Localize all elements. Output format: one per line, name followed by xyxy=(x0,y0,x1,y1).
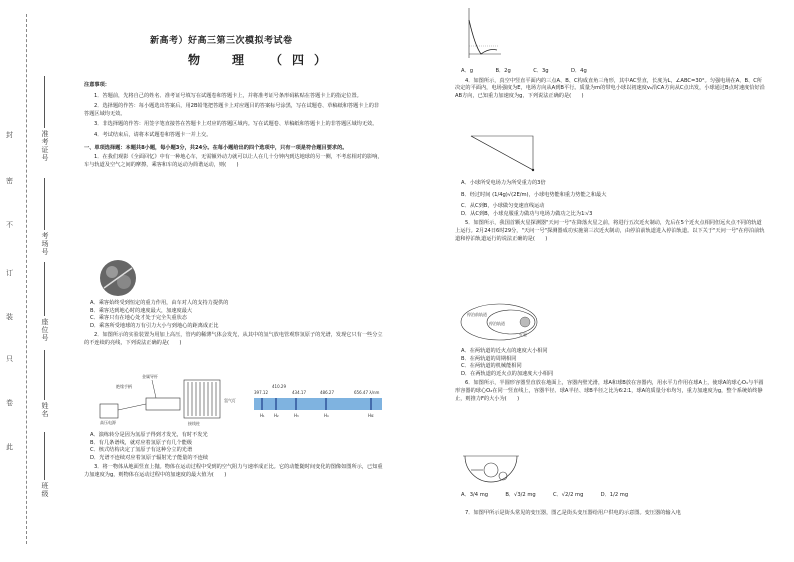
seal-char: 封 xyxy=(6,131,13,139)
q1-stem: 1．在我们观影《全面回忆》中有一种地心车，无需额外动力就可以让人在几十分钟内到达地球的另一侧，不考虑相对的影响，车与轨道及空气之间的摩擦，乘客和车的运动为简谐运动，则( ) xyxy=(84,154,383,168)
q5-label-mars: 火星 xyxy=(519,332,527,337)
note-item: 4．考试结束后，请将本试题卷和答题卡一并上交。 xyxy=(94,131,212,138)
q2-option-c: C．核式结构决定了氢原子有这种分立的光谱 xyxy=(90,447,193,454)
q4-option-c: C．从C到B，小球做匀变速直线运动 xyxy=(461,203,545,210)
q3-option-c: C．3g xyxy=(533,68,549,74)
note-item: 1．答题前，先将自己的姓名、准考证号填写在试题卷和答题卡上，并将准考证号条形码粘贴在答题卡上的指定位置。 xyxy=(94,92,362,99)
q1-option-b: B．乘客达到地心时的速度最大，加速度最大 xyxy=(90,307,193,314)
field-class: 班级 xyxy=(41,482,49,498)
exam-title: 新高考）好高三第三次模拟考试卷 xyxy=(150,36,293,46)
section-heading: 一、单项选择题：本题共8小题，每小题3分，共24分。在每小题给出的四个选项中，只有一项是符合题目要求的。 xyxy=(84,144,348,151)
field-seat-no: 座位号 xyxy=(41,318,49,342)
q2-wavelength: 434.17 xyxy=(292,390,306,395)
q5-label-orbit1: 停泊前轨道 xyxy=(467,312,487,317)
q6-stem: 6．如图所示，半圆形容器竖直放在地面上，容器内壁光滑，球A和球B放在容器内，用水平力作用在球A上，使球A的球心O₁与半圆形容器的球心O₂在同一竖直线上，容器半径、球A半径、球B半径之比为6∶2∶1，球A的质量分布均匀，重力加速度为g，整个系统始终静止，则推力F的大小为( ) xyxy=(455,380,764,402)
q4-option-d: D．从C到B，小球克服重力做功与电场力做功之比为1∶√3 xyxy=(461,210,593,217)
q3-kinetic-energy-graph xyxy=(463,6,503,62)
q5-option-b: B．在两轨道的周期相同 xyxy=(461,355,517,362)
q3-stem: 3．将一物体从地面竖直上抛。物体在运动过程中受到的空气阻力与速率成正比。它的动能随时间变化的图像如图所示，已知重力加速度为g，则物体在运动过程中的加速度的最大值为( ) xyxy=(84,464,383,478)
field-exam-no: 准考证号 xyxy=(41,130,49,162)
q2-option-d: D．光谱不连续对应着氢原子辐射光子能量的不连续 xyxy=(90,454,209,461)
seal-char: 订 xyxy=(6,269,13,277)
q5-label-orbit2: 停泊轨道 xyxy=(489,321,505,326)
seal-line xyxy=(26,14,27,544)
q4-option-a: A．小球所受电场力为所受重力的3倍 xyxy=(461,180,546,186)
q2-spectrum-figure xyxy=(96,370,386,426)
seal-char: 密 xyxy=(6,177,13,185)
seal-char: 不 xyxy=(6,221,13,229)
q5-orbit-figure xyxy=(459,300,541,344)
q1-option-a: A．乘客始终受到恒定的重力作用，由车对人的支持力提供的 xyxy=(90,300,229,306)
seal-char: 只 xyxy=(6,355,13,363)
notes-heading: 注意事项： xyxy=(84,82,110,88)
q2-h-label: H₂ xyxy=(274,413,279,418)
q5-option-a: A．在两轨道的近火点的速度大小相同 xyxy=(461,348,548,354)
q4-stem: 4．如图所示，真空中竖直平面内的三点A、B、C构成直角三角形，其中AC竖直，长度为L，∠ABC=30°。匀强电场在A、B、C所决定的平面内，电场强度为E，电场方向从A到B平行。质量为m的带电小球以初速度v₀沿CA方向从C点出发，小球通过B点时速度恰好沿AB方向，已知重力加速度为g，下列说法正确的是( ) xyxy=(455,77,765,99)
subject-title: 物 理 （四） xyxy=(188,53,337,67)
q2-h-label: H₁ xyxy=(260,413,265,418)
seal-char: 卷 xyxy=(6,399,13,407)
q6-option-d: D．1/2 mg xyxy=(600,492,629,498)
note-item: 3．非选择题的作答：用签字笔直接答在答题卡上对应的答题区域内。写在试题卷、草稿纸和答题卡上的非答题区域均无效。 xyxy=(94,121,378,128)
q6-option-a: A．3/4 mg xyxy=(461,492,489,498)
q2-h-label: H₄ xyxy=(324,413,329,418)
q2-h-label: H₃ xyxy=(294,413,299,418)
seal-char: 装 xyxy=(6,313,13,321)
q5-option-d: D．在两轨道的近火点的加速度大小相同 xyxy=(461,370,554,377)
note-item: 2．选择题的作答：每小题选出答案后，用2B铅笔把答题卡上对应题目的答案标号涂黑，写在试题卷、草稿纸和答题卡上的非答题区域均无效。 xyxy=(84,103,380,117)
q3-options-row xyxy=(455,68,765,76)
q4-triangle-figure xyxy=(463,130,543,176)
q2-wavelength: 656.47 λ/nm xyxy=(354,390,380,395)
binding-margin xyxy=(0,0,78,562)
q6-option-b: B．√3/2 mg xyxy=(505,492,536,498)
q2-option-a: A．演练转分是因为氢原子得到才发光，有时不发光 xyxy=(90,432,208,438)
q2-label-glass: 金属导杆 xyxy=(142,374,158,379)
field-exam-room: 考场号 xyxy=(41,232,49,256)
seal-char: 此 xyxy=(6,443,13,451)
q3-option-b: B．2g xyxy=(495,68,511,74)
q1-option-d: D．乘客所受地球的万有引力大小与到地心的距离成正比 xyxy=(90,322,219,329)
q1-earth-figure xyxy=(98,258,138,298)
q6-options-row xyxy=(455,492,765,500)
q2-wavelength: 397.12 xyxy=(254,390,268,395)
q3-option-a: A．g xyxy=(461,68,474,74)
q1-option-c: C．乘客只有在地心处才处于完全失重状态 xyxy=(90,315,187,322)
q2-h-label: Hα xyxy=(368,413,374,418)
q5-stem: 5．如图所示，我国首颗火星探测器"天问一号"在降落火星之前，将进行五次近火制动，先后在5个近火点相同但远火点不同的轨道上运行。2月24日6时29分，"天问一号"探测器成功实施第三次近火制动，由停泊前轨道进入停泊轨道。以下关于"天问一号"在停泊前轨道和停泊轨道运行的说法正确的是( ) xyxy=(455,220,765,242)
q2-label-ruler: 接线柱 xyxy=(188,421,200,426)
q2-label-hand: 绝缘手柄 xyxy=(116,384,132,389)
q6-container-figure xyxy=(461,452,521,488)
q2-stem: 2．如图所示的实验装置为用加上高压，管内的稀薄气体会发光，从其中的氢气放电管观察氢原子的光谱，发现它只有一些分立的不连续的亮线，下列说法正确的是( ) xyxy=(84,332,383,346)
q6-option-c: C．√2/2 mg xyxy=(552,492,584,498)
q3-option-d: D．4g xyxy=(571,68,587,74)
q2-label-lamp: 氢气灯 xyxy=(224,398,236,403)
q2-option-b: B．有几条谱线，就对应着氢原子有几个能级 xyxy=(90,439,193,446)
q2-label-source: 高压电源 xyxy=(100,420,116,425)
q5-option-c: C．在两轨道的机械能相同 xyxy=(461,363,522,370)
field-name: 姓名 xyxy=(41,402,49,418)
q2-wavelength: 410.29 xyxy=(272,384,286,389)
q7-stem: 7．如图甲所示是街头常见的变压器，图乙是街头变压器给用户供电的示意图。变压器的输入电 xyxy=(465,509,681,516)
q4-option-b: B．经过时间 (1/4g)√(2E/m)，小球电势能和重力势能之和最大 xyxy=(461,191,607,198)
q2-wavelength: 486.27 xyxy=(320,390,334,395)
